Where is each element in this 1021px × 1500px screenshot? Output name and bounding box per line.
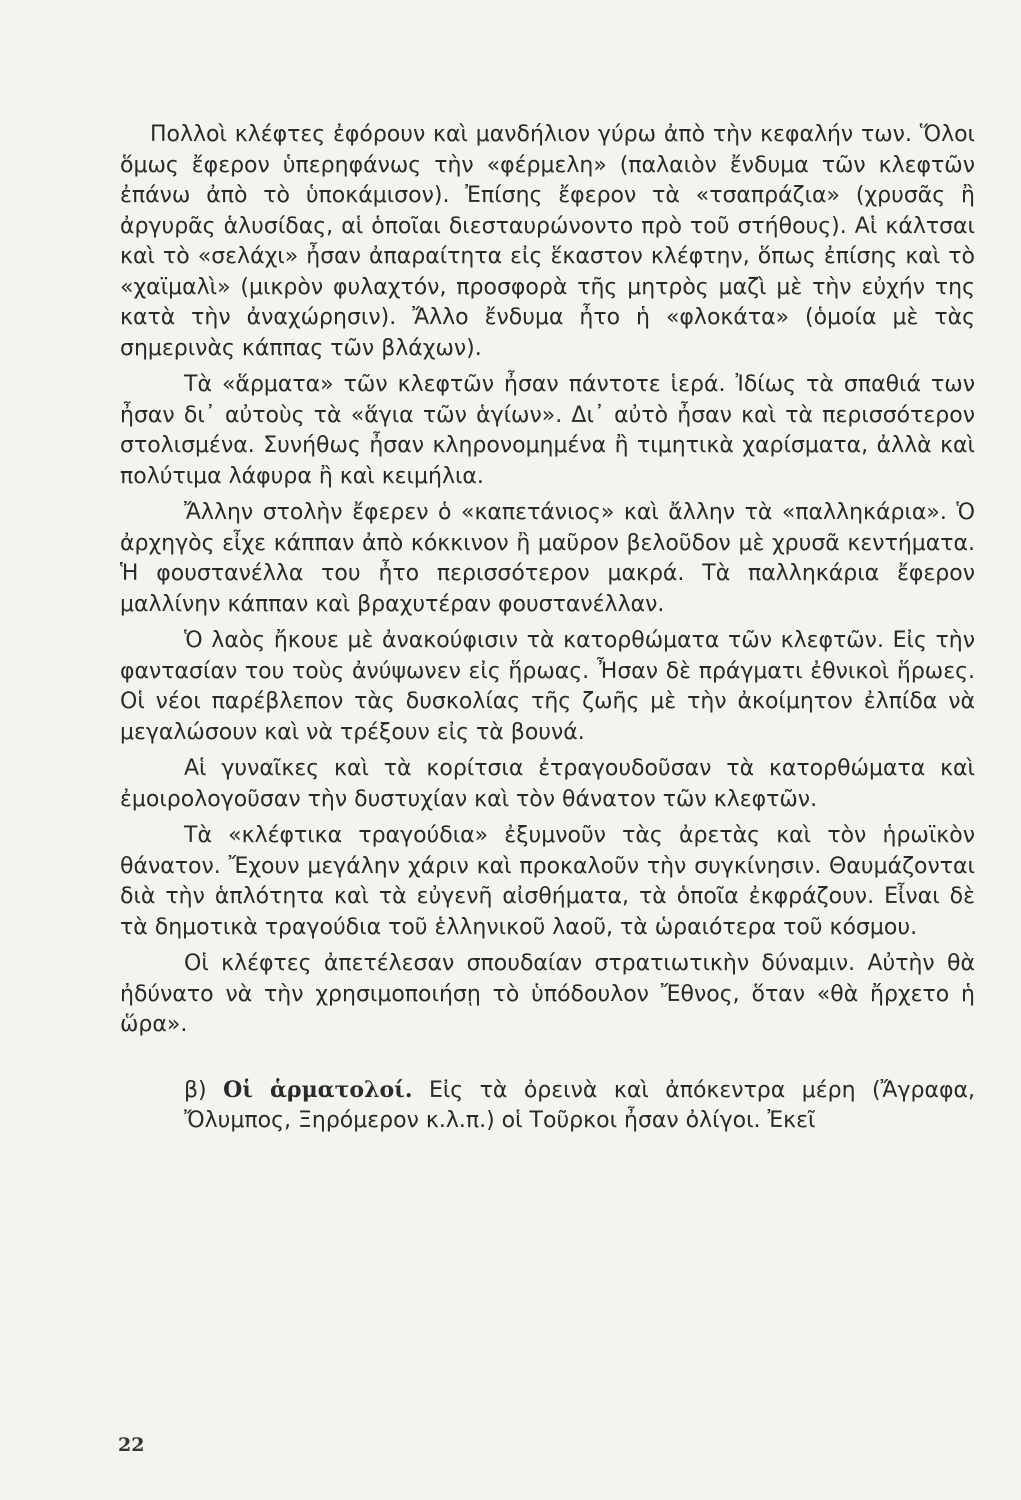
paragraph: Οἱ κλέφτες ἀπετέλεσαν σπουδαίαν στρατιωτικὴν δύναμιν. Αὐτὴν θὰ ἠδύνατο νὰ τὴν χρησιμοποιήσῃ τὸ ὑπόδουλον Ἔθνος, ὅταν «θὰ ἤρχετο ἡ ὥρα». (120, 951, 975, 1037)
page-number: 22 (118, 1434, 145, 1456)
section-paragraph (120, 1075, 975, 1137)
paragraph: Ἄλλην στολὴν ἔφερεν ὁ «καπετάνιος» καὶ ἄλλην τὰ «παλληκάρια». Ὁ ἀρχηγὸς εἶχε κάππαν ἀπὸ κόκκινον ἢ μαῦρον βελοῦδον μὲ χρυσᾶ κεντήματα. Ἡ φουστανέλλα του ἦτο περισσότερον μακρά. Τὰ παλληκάρια ἔφερον μαλλίνην κάππαν καὶ βραχυτέραν φουστανέλλαν. (120, 500, 975, 617)
section-title: Οἱ ἁρματολοί. (223, 1076, 413, 1103)
paragraph: Αἱ γυναῖκες καὶ τὰ κορίτσια ἐτραγουδοῦσαν τὰ κατορθώματα καὶ ἐμοιρολογοῦσαν τὴν δυστυχίαν καὶ τὸν θάνατον τῶν κλεφτῶν. (120, 756, 975, 812)
paragraph: Τὰ «κλέφτικα τραγούδια» ἐξυμνοῦν τὰς ἀρετὰς καὶ τὸν ἡρωϊκὸν θάνατον. Ἔχουν μεγάλην χάριν καὶ προκαλοῦν τὴν συγκίνησιν. Θαυμάζονται διὰ τὴν ἁπλότητα καὶ τὰ εὐγενῆ αἰσθήματα, τὰ ὁποῖα ἐκφράζουν. Εἶναι δὲ τὰ δημοτικὰ τραγούδια τοῦ ἑλληνικοῦ λαοῦ, τὰ ὡραιότερα τοῦ κόσμου. (120, 823, 975, 940)
section-label: β) (184, 1077, 207, 1103)
paragraph: Τὰ «ἅρματα» τῶν κλεφτῶν ἦσαν πάντοτε ἱερά. Ἰδίως τὰ σπαθιά των ἦσαν δι᾿ αὐτοὺς τὰ «ἅγια τῶν ἁγίων». Δι᾿ αὐτὸ ἦσαν καὶ τὰ περισσότερον στολισμένα. Συνήθως ἦσαν κληρονομημένα ἢ τιμητικὰ χαρίσματα, ἀλλὰ καὶ πολύτιμα λάφυρα ἢ καὶ κειμήλια. (120, 372, 975, 489)
paragraph: Ὁ λαὸς ἤκουε μὲ ἀνακούφισιν τὰ κατορθώματα τῶν κλεφτῶν. Εἰς τὴν φαντασίαν του τοὺς ἀνύψωνεν εἰς ἥρωας. Ἦσαν δὲ πράγματι ἐθνικοὶ ἥρωες. Οἱ νέοι παρέβλεπον τὰς δυσκολίας τῆς ζωῆς μὲ τὴν ἀκοίμητον ἐλπίδα νὰ μεγαλώσουν καὶ νὰ τρέξουν εἰς τὰ βουνά. (120, 628, 975, 745)
body-text (120, 120, 975, 1143)
section-text: Εἰς τὰ ὀρεινὰ καὶ ἀπόκεντρα μέρη (Ἄγραφα, Ὄλυμπος, Ξηρόμερον κ.λ.π.) οἱ Τοῦρκοι ἦσαν ὀλίγοι. Ἐκεῖ (184, 1077, 975, 1133)
paragraph: Πολλοὶ κλέφτες ἐφόρουν καὶ μανδήλιον γύρω ἀπὸ τὴν κεφαλήν των. Ὅλοι ὅμως ἔφερον ὑπερηφάνως τὴν «φέρμελη» (παλαιὸν ἔνδυμα τῶν κλεφτῶν ἐπάνω ἀπὸ τὸ ὑποκάμισον). Ἐπίσης ἔφερον τὰ «τσαπράζια» (χρυσᾶς ἢ ἀργυρᾶς ἁλυσίδας, αἱ ὁποῖαι διεσταυρώνοντο πρὸ τοῦ στήθους). Αἱ κάλτσαι καὶ τὸ «σελάχι» ἦσαν ἀπαραίτητα εἰς ἕκαστον κλέφτην, ὅπως ἐπίσης καὶ τὸ «χαϊμαλὶ» (μικρὸν φυλαχτόν, προσφορὰ τῆς μητρὸς μαζὶ μὲ τὴν εὐχήν της κατὰ τὴν ἀναχώρησιν). Ἄλλο ἔνδυμα ἦτο ἡ «φλοκάτα» (ὁμοία μὲ τὰς σημερινὰς κάππας τῶν βλάχων). (120, 122, 975, 361)
